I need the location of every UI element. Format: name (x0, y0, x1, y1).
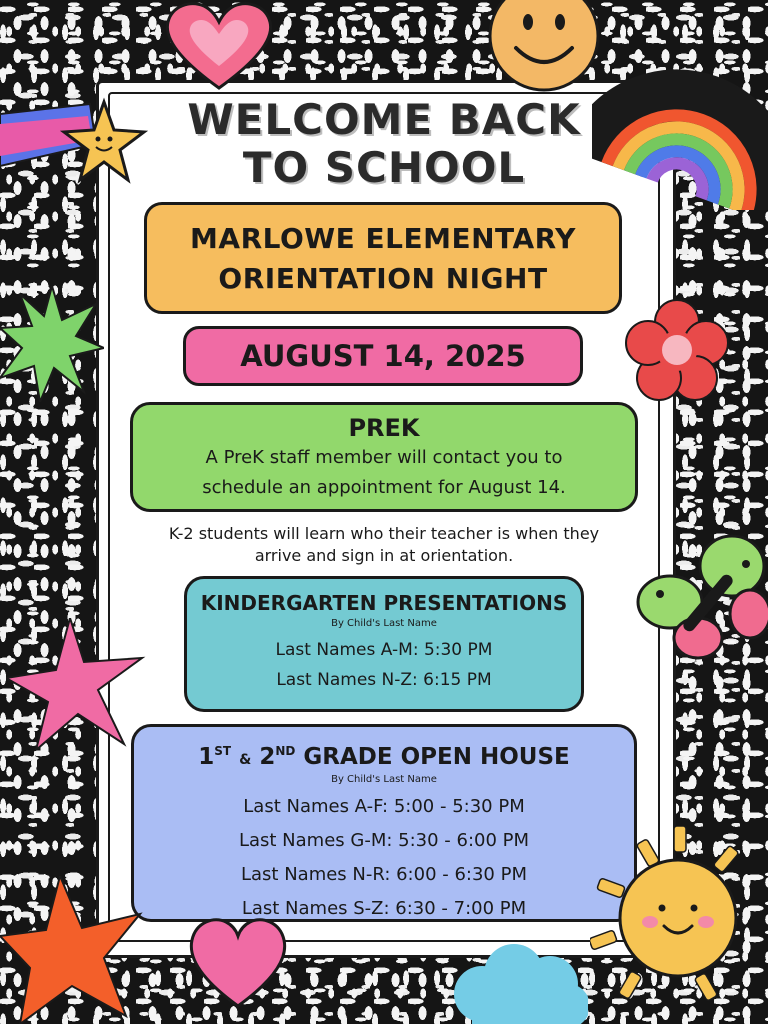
starburst-icon (6, 618, 146, 750)
sun-icon (590, 826, 768, 1002)
orientation-banner (144, 202, 622, 314)
grades-heading-second-suffix: ND (275, 744, 296, 758)
grades-heading-first: 1 (198, 744, 215, 770)
k2-note-line-2: arrive and sign in at orientation. (254, 546, 514, 565)
butterfly-icon (636, 528, 768, 662)
page-title (110, 96, 658, 192)
star-icon (0, 876, 150, 1024)
event-name: ORIENTATION NIGHT (218, 262, 548, 295)
shooting-star-icon (0, 84, 160, 194)
kindergarten-subtitle: By Child's Last Name (331, 618, 437, 629)
grades-heading-second: 2 (259, 744, 276, 770)
kindergarten-slot: Last Names A-M: 5:30 PM (275, 640, 493, 660)
grades-heading-amp: & (239, 752, 252, 768)
rainbow-icon (592, 60, 768, 210)
prek-section (130, 402, 638, 512)
prek-text-line-1: A PreK staff member will contact you to (205, 447, 563, 468)
grades-section (131, 724, 637, 922)
grades-heading-first-suffix: ST (214, 744, 232, 758)
grades-heading (134, 737, 634, 774)
k2-note-line-1: K-2 students will learn who their teacher is when they (168, 524, 600, 543)
school-name: MARLOWE ELEMENTARY (190, 222, 576, 255)
date-banner (183, 326, 583, 386)
kindergarten-slot: Last Names N-Z: 6:15 PM (276, 670, 492, 690)
event-date: AUGUST 14, 2025 (240, 339, 526, 373)
title-line-2: TO SCHOOL (242, 143, 526, 192)
heart-icon (160, 0, 278, 92)
starburst-icon (0, 286, 104, 402)
kindergarten-heading: KINDERGARTEN PRESENTATIONS (200, 591, 568, 615)
kindergarten-section (184, 576, 584, 712)
grades-slot: Last Names N-R: 6:00 - 6:30 PM (240, 864, 527, 885)
smiley-face-icon (484, 0, 604, 92)
flower-icon (624, 298, 730, 404)
grades-slot: Last Names S-Z: 6:30 - 7:00 PM (241, 898, 527, 919)
grades-slot: Last Names A-F: 5:00 - 5:30 PM (243, 796, 525, 817)
grades-heading-rest: GRADE OPEN HOUSE (303, 744, 570, 770)
cloud-icon (452, 944, 588, 1024)
prek-text-line-2: schedule an appointment for August 14. (202, 477, 566, 498)
heart-icon (186, 914, 290, 1010)
grades-subtitle: By Child's Last Name (331, 774, 437, 785)
k2-note (140, 523, 628, 567)
title-line-1: WELCOME BACK (187, 95, 581, 144)
grades-slot: Last Names G-M: 5:30 - 6:00 PM (238, 830, 530, 851)
prek-heading: PREK (348, 414, 420, 442)
